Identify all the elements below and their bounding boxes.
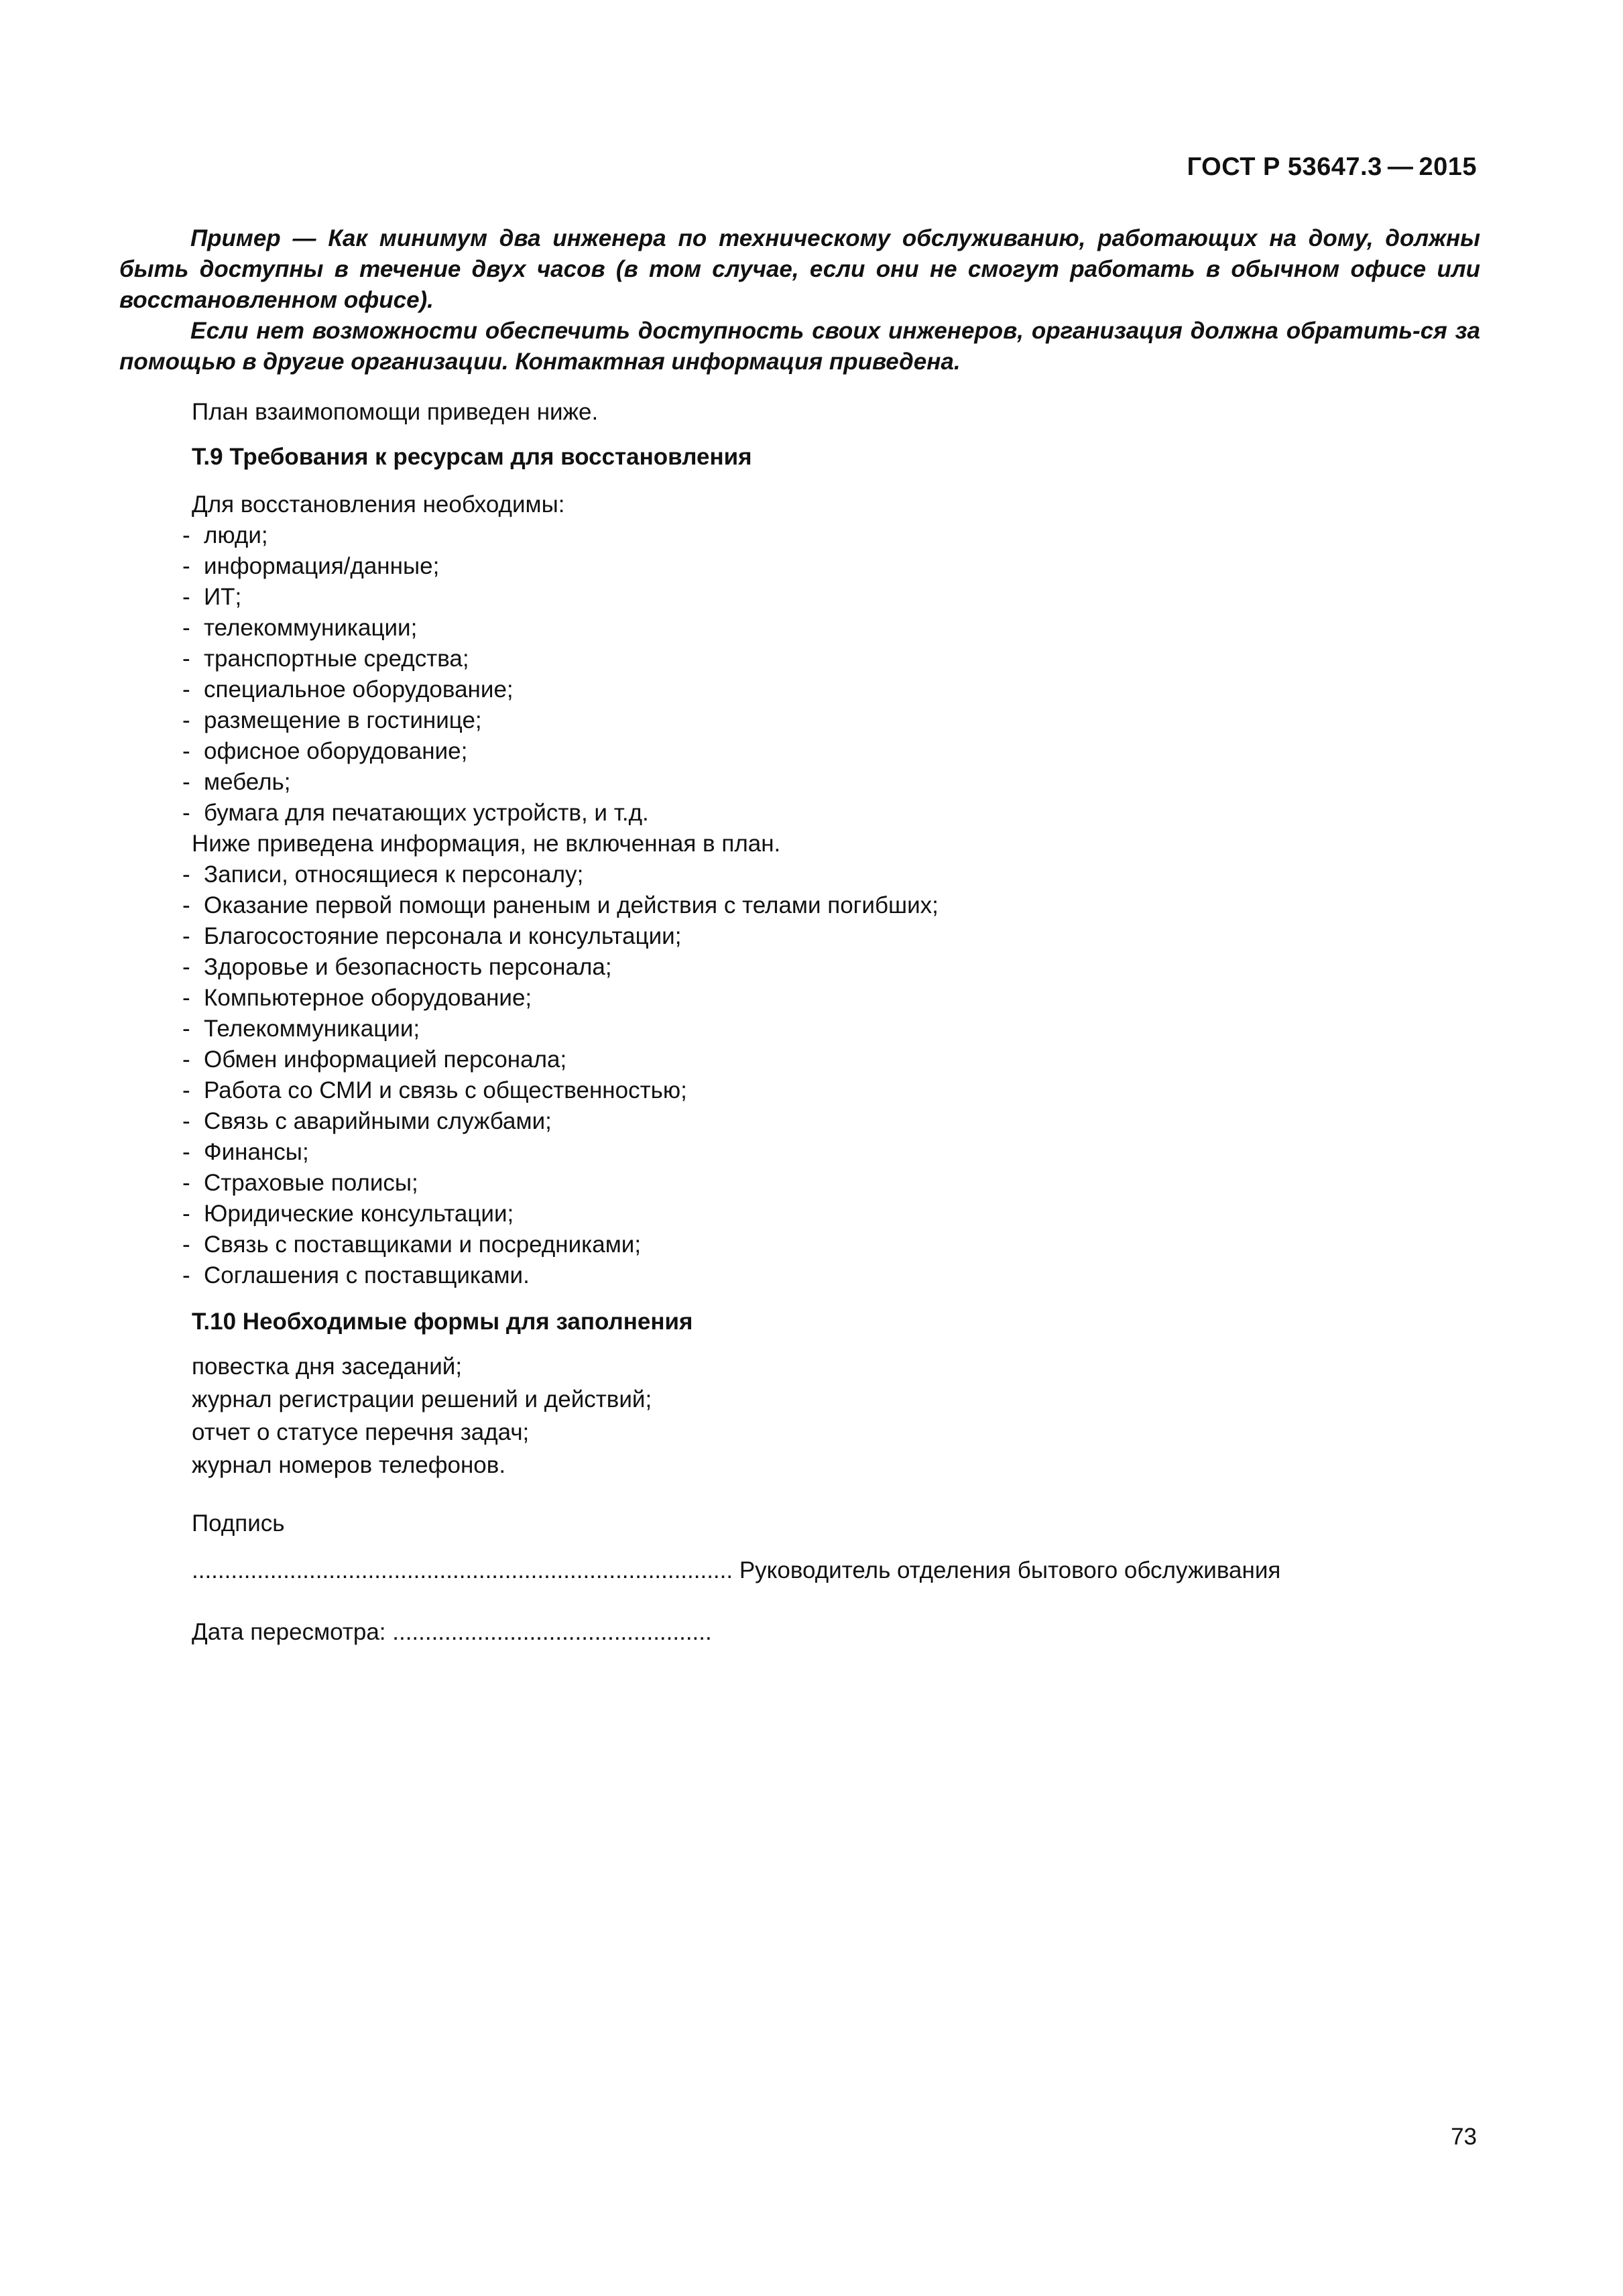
mutual-aid-text: План взаимопомощи приведен ниже. xyxy=(192,399,599,425)
example-block xyxy=(119,223,1480,377)
list-item: - транспортные средства; xyxy=(182,644,649,674)
list-item: - ИТ; xyxy=(182,582,649,613)
list-item: - Связь с аварийными службами; xyxy=(182,1106,939,1137)
section-t9-heading: Т.9 Требования к ресурсам для восстановления xyxy=(192,444,752,470)
list-item: - люди; xyxy=(182,520,649,551)
recovery-resources-list xyxy=(182,520,649,829)
section-t10-heading: Т.10 Необходимые формы для заполнения xyxy=(192,1309,693,1335)
required-forms-list xyxy=(192,1350,652,1482)
list-item: отчет о статусе перечня задач; xyxy=(192,1419,530,1445)
not-included-list xyxy=(182,859,939,1291)
list-item: - Телекоммуникации; xyxy=(182,1014,939,1044)
list-item: - Юридические консультации; xyxy=(182,1199,939,1229)
not-included-intro: Ниже приведена информация, не включенная в план. xyxy=(192,831,781,857)
standard-code-header: ГОСТ Р 53647.3 — 2015 xyxy=(1187,153,1477,181)
list-item: - телекоммуникации; xyxy=(182,613,649,644)
list-item: - Благосостояние персонала и консультации; xyxy=(182,921,939,952)
example-paragraph-1: Пример — Как минимум два инженера по техническому обслуживанию, работающих на дому, должны быть доступны в течение двух часов (в том случае, если они не смогут работать в обычном офисе или восстановленном офисе). xyxy=(119,225,1480,313)
list-item: - размещение в гостинице; xyxy=(182,705,649,736)
list-item: - Финансы; xyxy=(182,1137,939,1168)
list-item: - Оказание первой помощи раненым и действия с телами погибших; xyxy=(182,890,939,921)
list-item: - специальное оборудование; xyxy=(182,674,649,705)
section-t9-intro: Для восстановления необходимы: xyxy=(192,491,565,518)
list-item: - Работа со СМИ и связь с общественностью; xyxy=(182,1075,939,1106)
list-item: - Страховые полисы; xyxy=(182,1168,939,1199)
list-item: - офисное оборудование; xyxy=(182,736,649,767)
example-paragraph-2: Если нет возможности обеспечить доступность своих инженеров, организация должна обратить-ся за помощью в другие организации. Контактная информация приведена. xyxy=(119,318,1480,375)
list-item: - Здоровье и безопасность персонала; xyxy=(182,952,939,983)
list-item: повестка дня заседаний; xyxy=(192,1353,463,1380)
signature-line: ................................................................................... Руководитель отделения бытового обслуживания xyxy=(192,1557,1281,1583)
list-item: - Компьютерное оборудование; xyxy=(182,983,939,1014)
list-item: - информация/данные; xyxy=(182,551,649,582)
list-item: - мебель; xyxy=(182,767,649,798)
list-item: журнал номеров телефонов. xyxy=(192,1452,506,1478)
list-item: журнал регистрации решений и действий; xyxy=(192,1386,652,1412)
list-item: - Связь с поставщиками и посредниками; xyxy=(182,1229,939,1260)
page-number: 73 xyxy=(1451,2124,1477,2150)
signature-label: Подпись xyxy=(192,1510,285,1536)
list-item: - Обмен информацией персонала; xyxy=(182,1044,939,1075)
list-item: - Записи, относящиеся к персоналу; xyxy=(182,859,939,890)
list-item: - Соглашения с поставщиками. xyxy=(182,1260,939,1291)
list-item: - бумага для печатающих устройств, и т.д. xyxy=(182,798,649,829)
revision-date: Дата пересмотра: ................................................. xyxy=(192,1619,712,1645)
